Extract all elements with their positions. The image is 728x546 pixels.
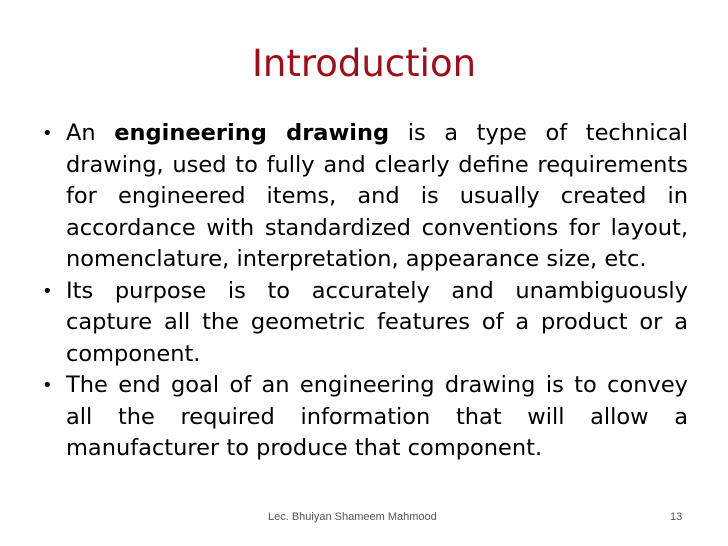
slide-footer: [0, 508, 728, 528]
footer-author: Lec. Bhuiyan Shameem Mahmood: [268, 511, 437, 523]
bullet-item-definition: [40, 118, 688, 276]
bullet-icon: •: [42, 375, 53, 396]
bullet-text: The end goal of an engineering drawing is to convey all the required information that will allow a manufacturer to produce that component.: [66, 372, 688, 461]
bullet-bold-term: engineering drawing: [114, 120, 390, 146]
bullet-list: [40, 118, 688, 465]
bullet-text: Its purpose is to accurately and unambiguously capture all the geometric features of a product or a component.: [66, 277, 688, 367]
slide-title: Introduction: [251, 42, 477, 85]
bullet-icon: •: [42, 280, 53, 302]
bullet-text: is a type of technical drawing, used to fully and clearly define requirements for engineered items, and is usually created in accordance with standardized conventions for layout, nomenclature, interpretation, appearance size, etc.: [66, 120, 688, 272]
bullet-item-purpose: [40, 276, 688, 371]
bullet-item-end-goal: [40, 370, 688, 465]
bullet-lead-text: An: [66, 120, 115, 146]
bullet-icon: •: [42, 123, 53, 144]
page-number: 13: [670, 511, 683, 523]
